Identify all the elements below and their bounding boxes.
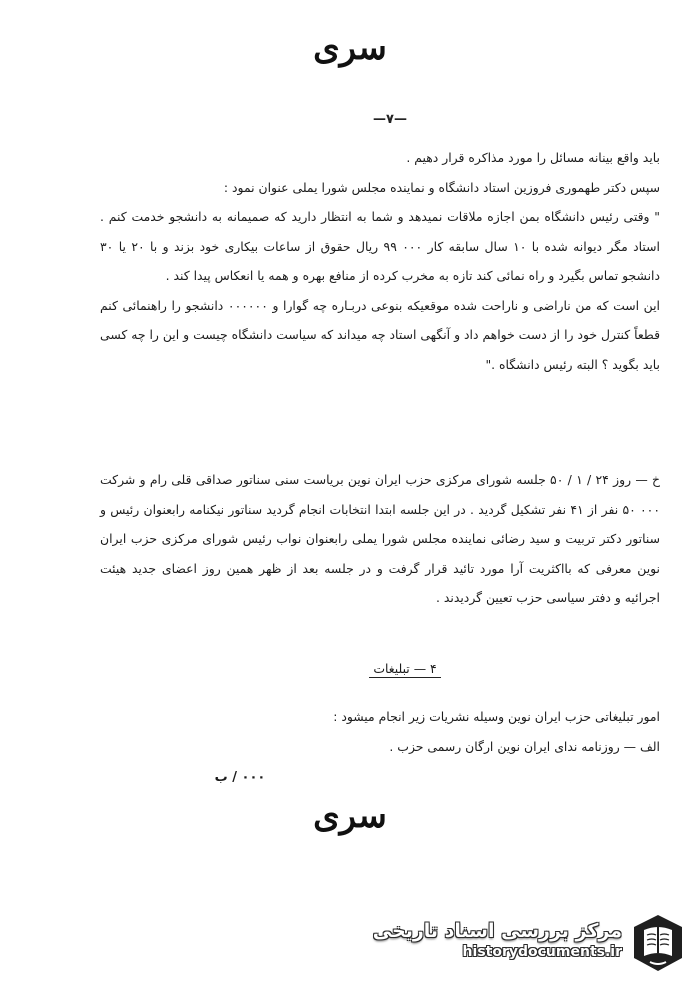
paragraph: امور تبلیغاتی حزب ایران نوین وسیله نشریات زیر انجام میشود :: [333, 709, 660, 724]
archive-logo-icon: [630, 912, 686, 974]
watermark-url: historydocuments.ir: [462, 944, 622, 960]
paragraph: باید واقع بینانه مسائل را مورد مذاکره قرار دهیم .: [406, 150, 660, 165]
paragraph: این است که من ناراضی و ناراحت شده موقعیکه بنوعی دربـاره چه گوارا و ۰۰۰۰۰۰ دانشجو را راهنمائی کنم قطعاً کنترل خود را از دست خواهم داد و آنگهی استاد چه میداند که سیاست دانشگاه چیست و این را چه کسی باید بگوید ؟ البته رئیس دانشگاه .": [100, 297, 660, 372]
watermark-title: مرکز بررسی اسناد تاریخی: [372, 920, 622, 942]
watermark-text: [373, 920, 622, 960]
watermark: [372, 912, 692, 974]
paragraph: سپس دکتر طهموری فروزین استاد دانشگاه و نماینده مجلس شورا یملی عنوان نمود :: [223, 179, 660, 195]
classification-stamp-bottom: سری: [313, 796, 387, 836]
paragraph: " وقتی رئیس دانشگاه بمن اجازه ملاقات نمیدهد و شما به انتظار دارید که صمیمانه به دانشجو خدمت کنم . استاد مگر دیوانه شده با ۱۰ سال سابقه کار ۰۰۰ ۹۹ ریال حقوق از ساعات بیکاری خود بزند و با ۲۰ یا ۳۰ دانشجو تماس بگیرد و راه نمائی کند تازه به مخرب کرده از منافع بهره و همه یا انعکاس پیدا کند .: [100, 209, 660, 283]
section-heading: [290, 659, 520, 679]
classification-stamp-top: سری: [313, 28, 387, 68]
page-number: —۷—: [373, 112, 407, 127]
paragraph: خ — روز ۲۴ / ۱ / ۵۰ جلسه شورای مرکزی حزب ایران نوین بریاست سنی سناتور صداقی قلی رام و شرکت ۰۰۰ ۵۰ نفر از ۴۱ نفر تشکیل گردید . در این جلسه ابتدا انتخابات انجام گردید سناتور نیکنامه رابعنوان رئیس و سناتور دکتر تربیت و سید رضائی نماینده مجلس شورا یملی رابعنوان نواب رئیس شورای مرکزی حزب ایران نوین معرفی که بااکثریت آرا مورد تائید قرار گرفت و در جلسه بعد از ظهر همین روز اعضای جدید هیئت اجرائیه و دفتر سیاسی حزب تعیین گردیدند .: [100, 472, 661, 605]
section-heading-text: ۴ — تبلیغات: [369, 661, 440, 678]
body-text-block-3: [100, 702, 660, 761]
paragraph: الف — روزنامه ندای ایران نوین ارگان رسمی حزب .: [389, 738, 660, 754]
body-text-block-1: [100, 143, 660, 379]
body-text-block-2: [100, 465, 660, 613]
reference-number: ۰۰۰ / ب: [214, 770, 266, 785]
